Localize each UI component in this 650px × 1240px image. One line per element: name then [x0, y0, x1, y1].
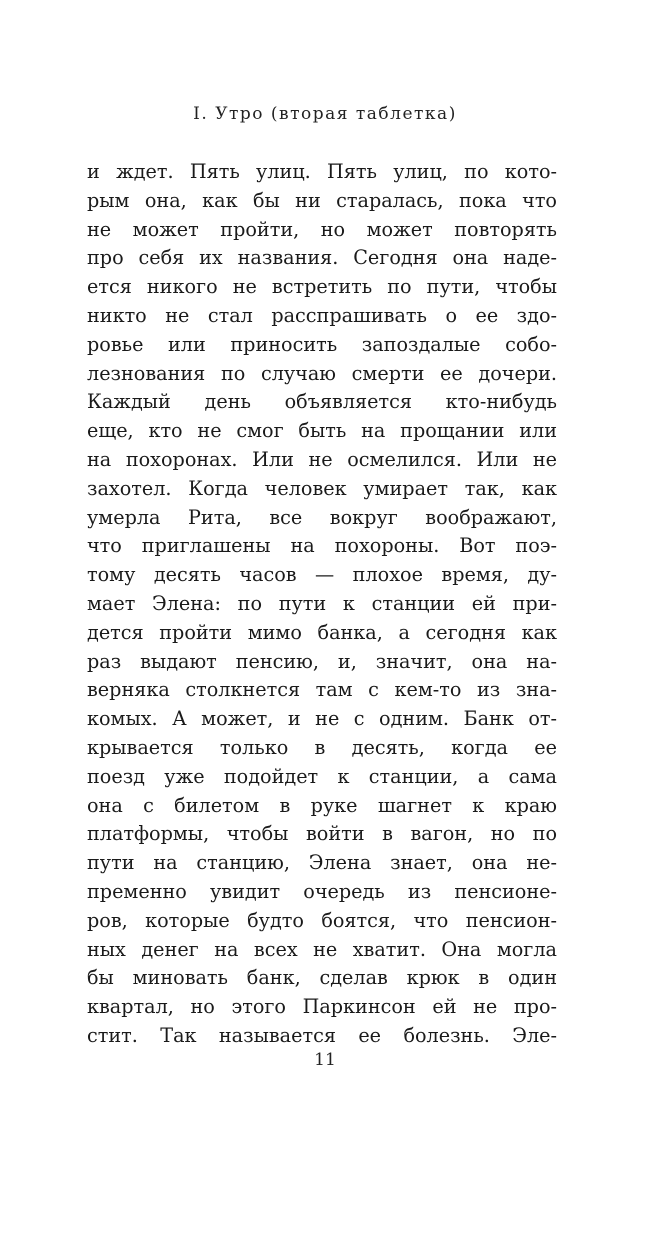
text-line: крывается только в десять, когда ее	[87, 735, 557, 759]
text-line: ров, которые будто боятся, что пенсион-	[87, 908, 557, 932]
text-line: не может пройти, но может повторять	[87, 217, 557, 241]
text-line: платформы, чтобы войти в вагон, но по	[87, 822, 557, 846]
text-line: поезд уже подойдет к станции, а сама	[87, 764, 557, 788]
text-line: рым она, как бы ни старалась, пока что	[87, 188, 557, 212]
running-head: I. Утро (вторая таблетка)	[193, 104, 457, 124]
text-line: квартал, но этого Паркинсон ей не про-	[87, 995, 557, 1019]
text-line: умерла Рита, все вокруг воображают,	[87, 505, 557, 529]
text-line: и ждет. Пять улиц. Пять улиц, по кото-	[87, 160, 557, 183]
text-line: никто не стал расспрашивать о ее здо-	[87, 303, 557, 327]
text-line: верняка столкнется там с кем-то из зна-	[87, 678, 557, 702]
text-line: Каждый день объявляется кто-нибудь	[87, 390, 557, 414]
text-line: комых. А может, и не с одним. Банк от-	[87, 707, 557, 731]
text-line: стит. Так называется ее болезнь. Эле-	[87, 1023, 557, 1047]
text-line: еще, кто не смог быть на прощании или	[87, 419, 557, 443]
text-line: пременно увидит очередь из пенсионе-	[87, 879, 557, 903]
text-line: на похоронах. Или не осмелился. Или не	[87, 447, 557, 471]
text-line: пути на станцию, Элена знает, она не-	[87, 851, 557, 875]
text-line: дется пройти мимо банка, а сегодня как	[87, 620, 557, 644]
text-line: она с билетом в руке шагнет к краю	[87, 793, 557, 817]
text-line: про себя их названия. Сегодня она наде-	[87, 246, 557, 270]
text-line: мает Элена: по пути к станции ей при-	[87, 591, 557, 615]
text-line: бы миновать банк, сделав крюк в один	[87, 966, 557, 990]
body-text	[87, 158, 557, 1051]
text-line: ных денег на всех не хватит. Она могла	[87, 937, 557, 961]
text-line: что приглашены на похороны. Вот поэ-	[87, 534, 557, 558]
page-number: 11	[314, 1050, 336, 1070]
text-line: ровье или приносить запоздалые собо-	[87, 332, 557, 356]
text-line: захотел. Когда человек умирает так, как	[87, 476, 557, 500]
text-line: ется никого не встретить по пути, чтобы	[87, 275, 557, 299]
text-line: лезнования по случаю смерти ее дочери.	[87, 361, 557, 385]
text-line: тому десять часов — плохое время, ду-	[87, 563, 557, 587]
text-line: раз выдают пенсию, и, значит, она на-	[87, 649, 557, 673]
